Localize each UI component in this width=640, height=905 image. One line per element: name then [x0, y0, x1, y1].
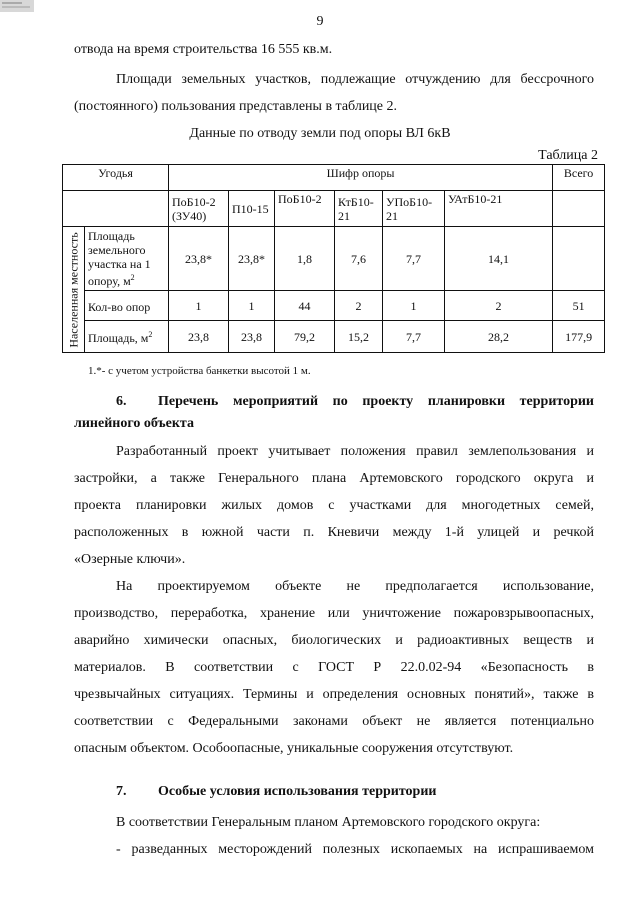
paragraph-line: аварийно химически опасных, биологических и радиоактивных веществ и: [74, 633, 594, 648]
group-label-cell: [63, 227, 85, 353]
table-cell: 7,7: [383, 227, 445, 291]
land-allocation-table: [62, 164, 605, 353]
section-7-number: 7.: [116, 784, 127, 799]
table-caption: Данные по отводу земли под опоры ВЛ 6кВ: [189, 126, 451, 141]
table-cell: 44: [275, 291, 335, 321]
table-row: [63, 291, 605, 321]
table-cell: 28,2: [445, 321, 553, 353]
column-header: ПоБ10-2: [275, 191, 335, 227]
empty-cell: [63, 191, 169, 227]
table-cell: 1: [383, 291, 445, 321]
empty-cell: [553, 191, 605, 227]
paragraph-line: (постоянного) пользования представлены в таблице 2.: [74, 99, 398, 114]
table-cell: 2: [335, 291, 383, 321]
table-header-row: [63, 165, 605, 191]
header-landtype: Угодья: [63, 165, 169, 191]
table-cell: 23,8: [169, 321, 229, 353]
table-number: Таблица 2: [538, 148, 598, 163]
table-cell: 1,8: [275, 227, 335, 291]
row-label: Площадь, $м^2$: [85, 321, 169, 353]
paragraph-line: чрезвычайных ситуациях. Термины и определения основных понятий», также в: [74, 687, 594, 702]
table-row: [63, 227, 605, 291]
table-cell: 79,2: [275, 321, 335, 353]
table-cell: 1: [229, 291, 275, 321]
paragraph-line: В соответствии Генеральным планом Артемовского городского округа:: [116, 815, 541, 830]
table-cell: 14,1: [445, 227, 553, 291]
paragraph-line: опасным объектом. Особоопасные, уникальные сооружения отсутствуют.: [74, 741, 514, 756]
stamp-mark-icon: [0, 0, 34, 12]
table-cell-total: 51: [553, 291, 605, 321]
paragraph-line: Разработанный проект учитывает положения правил землепользования и: [116, 444, 594, 459]
paragraph-line: - разведанных месторождений полезных ископаемых на испрашиваемом: [116, 842, 594, 857]
column-header: П10-15: [229, 191, 275, 227]
table-cell: 23,8*: [229, 227, 275, 291]
column-header: УПоБ10-21: [383, 191, 445, 227]
paragraph-line: «Озерные ключи».: [74, 552, 186, 567]
paragraph-line: соответствии с Федеральными законами объект не является потенциально: [74, 714, 594, 729]
table-cell: 15,2: [335, 321, 383, 353]
table-row: [63, 321, 605, 353]
section-7-title: Особые условия использования территории: [158, 784, 437, 799]
table-cell: 2: [445, 291, 553, 321]
paragraph-line: Площади земельных участков, подлежащие отчуждению для бессрочного: [116, 72, 594, 87]
header-support-code: Шифр опоры: [169, 165, 553, 191]
table-footnote: 1.*- с учетом устройства банкетки высотой 1 м.: [88, 365, 311, 377]
paragraph-line: На проектируемом объекте не предполагается использование,: [116, 579, 594, 594]
group-label: Населенная местность: [66, 231, 80, 348]
column-header: УАтБ10-21: [445, 191, 553, 227]
table-cell: 7,6: [335, 227, 383, 291]
paragraph-line: проекта планировки жилых домов с участками для многодетных семей,: [74, 498, 594, 513]
row-label: Площадь земельного участка на 1 опору, $м^2$: [85, 227, 169, 291]
section-6-number: 6.: [116, 394, 127, 409]
column-header: КтБ10-21: [335, 191, 383, 227]
table-cell-total: 177,9: [553, 321, 605, 353]
table-cell: 1: [169, 291, 229, 321]
column-header: ПоБ10-2 (ЗУ40): [169, 191, 229, 227]
table-cell: 23,8*: [169, 227, 229, 291]
row-label: Кол-во опор: [85, 291, 169, 321]
section-6-title-cont: линейного объекта: [74, 416, 194, 431]
table-cell-total: [553, 227, 605, 291]
section-6-title: Перечень мероприятий по проекту планировки территории: [158, 394, 594, 409]
paragraph-line: расположенных в южной части п. Кневичи между 1-й улицей и речкой: [74, 525, 594, 540]
intro-line: отвода на время строительства 16 555 кв.м.: [74, 42, 333, 57]
header-total: Всего: [553, 165, 605, 191]
paragraph-line: застройки, а также Генерального плана Артемовского городского округа и: [74, 471, 594, 486]
paragraph-line: производство, переработка, хранение или уничтожение пожаровзрывоопасных,: [74, 606, 594, 621]
paragraph-line: материалов. В соответствии с ГОСТ Р 22.0.02-94 «Безопасность в: [74, 660, 594, 675]
table-cell: 7,7: [383, 321, 445, 353]
table-cell: 23,8: [229, 321, 275, 353]
table-columns-row: [63, 191, 605, 227]
page-number: 9: [316, 14, 324, 29]
